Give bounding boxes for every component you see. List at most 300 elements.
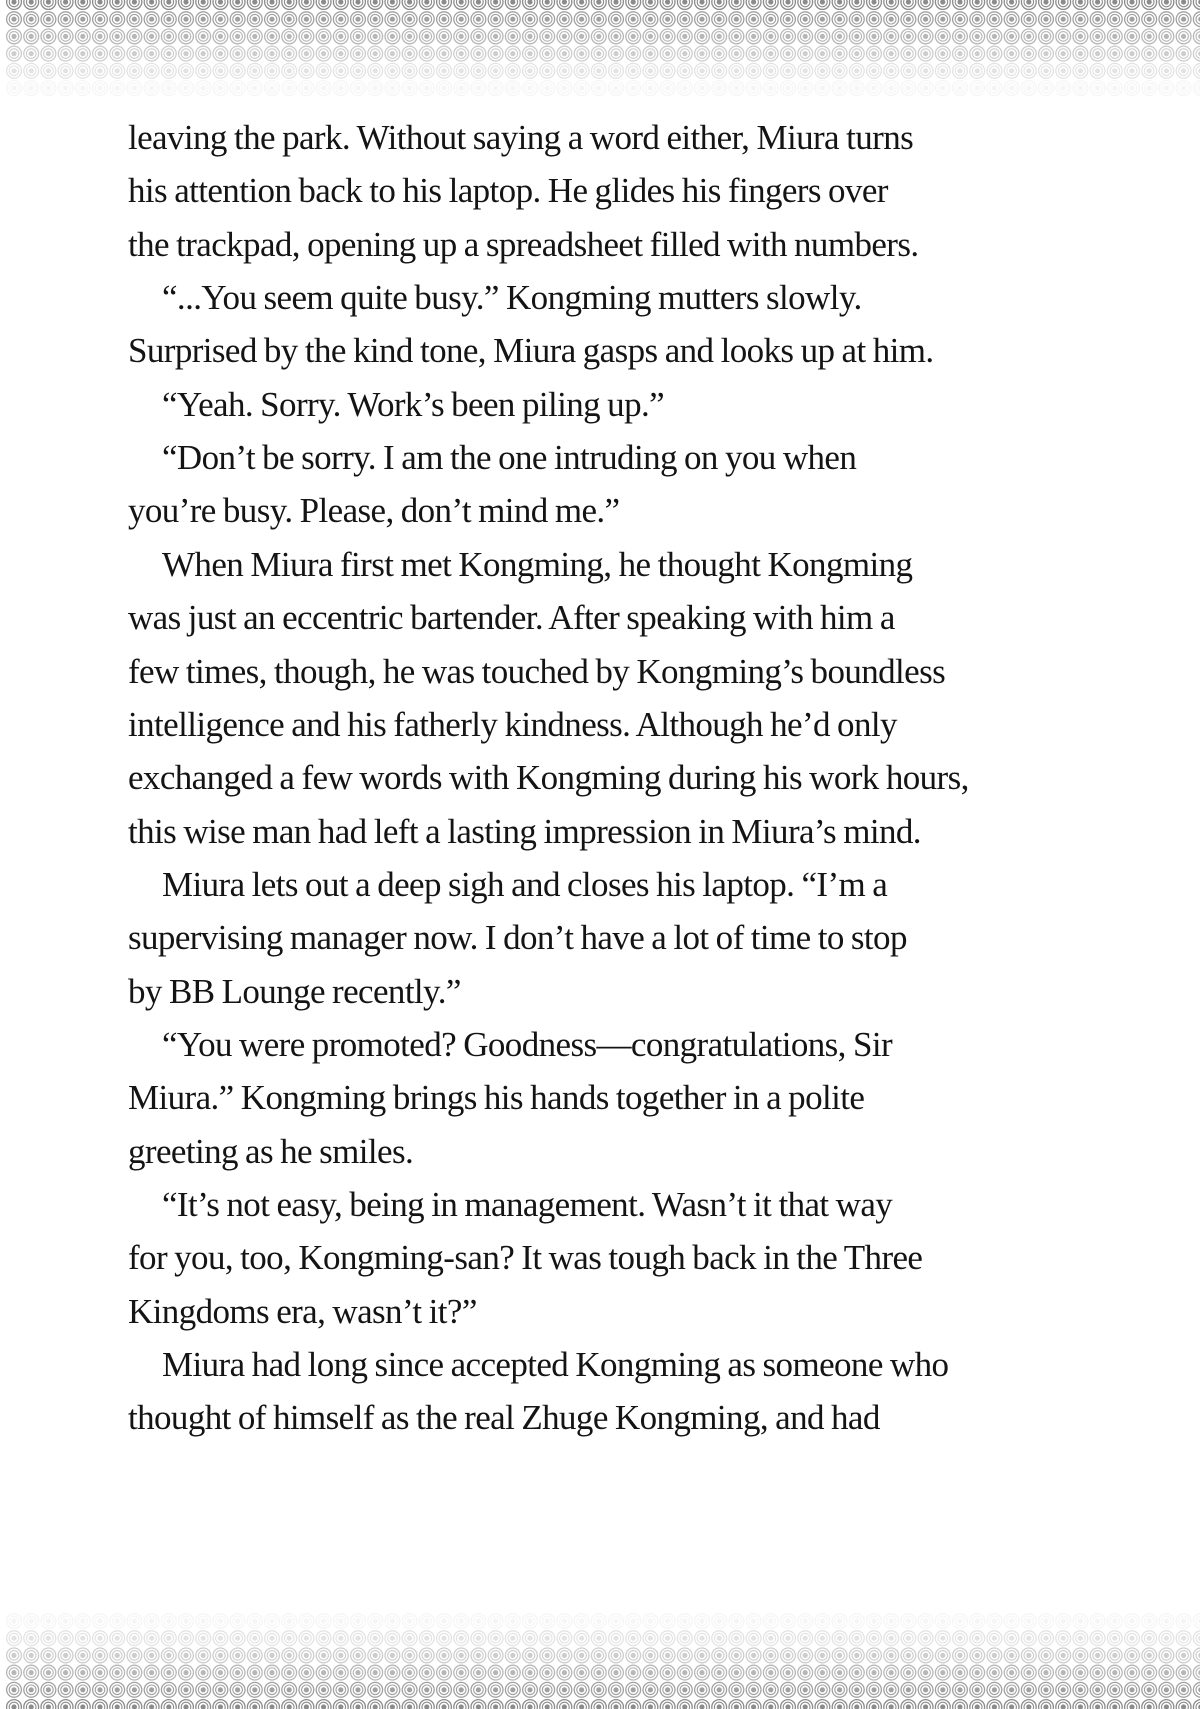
circle-motif bbox=[763, 12, 778, 27]
circle-motif bbox=[196, 1648, 211, 1663]
circle-motif bbox=[712, 1614, 727, 1629]
circle-motif bbox=[746, 63, 761, 78]
circle-motif bbox=[712, 1631, 727, 1646]
circle-motif bbox=[1056, 29, 1071, 44]
circle-motif bbox=[712, 1648, 727, 1663]
circle-motif bbox=[781, 63, 796, 78]
circle-motif bbox=[1193, 63, 1200, 78]
circle-motif bbox=[144, 1700, 159, 1709]
text-line: thought of himself as the real Zhuge Kongming, and had bbox=[128, 1398, 880, 1438]
circle-motif bbox=[161, 29, 176, 44]
circle-motif bbox=[1021, 1700, 1036, 1709]
circle-motif bbox=[24, 1614, 39, 1629]
circle-motif bbox=[901, 81, 916, 96]
circle-motif bbox=[1125, 46, 1140, 61]
circle-motif bbox=[7, 1682, 22, 1697]
circle-motif bbox=[7, 1665, 22, 1680]
circle-motif bbox=[763, 1614, 778, 1629]
circle-motif bbox=[540, 1614, 555, 1629]
circle-motif bbox=[1159, 1631, 1174, 1646]
circle-motif bbox=[93, 12, 108, 27]
decorative-pattern-top bbox=[0, 0, 1200, 100]
text-line: his attention back to his laptop. He glides his fingers over bbox=[128, 171, 888, 211]
circle-motif bbox=[505, 1682, 520, 1697]
circle-motif bbox=[161, 1665, 176, 1680]
circle-motif bbox=[849, 1631, 864, 1646]
circle-motif bbox=[1193, 29, 1200, 44]
circle-motif bbox=[901, 63, 916, 78]
circle-motif bbox=[1073, 0, 1088, 9]
circle-motif bbox=[385, 1682, 400, 1697]
circle-motif bbox=[626, 1631, 641, 1646]
circle-motif bbox=[110, 1648, 125, 1663]
circle-motif bbox=[626, 46, 641, 61]
circle-motif bbox=[437, 1665, 452, 1680]
circle-motif bbox=[1193, 1648, 1200, 1663]
circle-motif bbox=[867, 29, 882, 44]
circle-motif bbox=[1142, 63, 1157, 78]
circle-motif bbox=[368, 1682, 383, 1697]
circle-motif bbox=[643, 1631, 658, 1646]
circle-motif bbox=[505, 1700, 520, 1709]
circle-motif bbox=[746, 81, 761, 96]
circle-motif bbox=[1021, 1648, 1036, 1663]
circle-motif bbox=[609, 1648, 624, 1663]
circle-motif bbox=[1193, 46, 1200, 61]
circle-motif bbox=[471, 0, 486, 9]
circle-motif bbox=[333, 1700, 348, 1709]
circle-motif bbox=[591, 1648, 606, 1663]
circle-motif bbox=[815, 29, 830, 44]
circle-motif bbox=[1142, 29, 1157, 44]
circle-motif bbox=[677, 29, 692, 44]
circle-motif bbox=[1107, 1700, 1122, 1709]
circle-motif bbox=[1073, 1614, 1088, 1629]
circle-motif bbox=[282, 46, 297, 61]
circle-motif bbox=[1056, 0, 1071, 9]
circle-motif bbox=[437, 1648, 452, 1663]
circle-motif bbox=[144, 46, 159, 61]
circle-motif bbox=[196, 12, 211, 27]
circle-motif bbox=[419, 1665, 434, 1680]
circle-motif bbox=[110, 0, 125, 9]
circle-motif bbox=[454, 1665, 469, 1680]
circle-motif bbox=[849, 46, 864, 61]
text-line: intelligence and his fatherly kindness. Although he’d only bbox=[128, 704, 897, 744]
text-line: you’re busy. Please, don’t mind me.” bbox=[128, 491, 620, 531]
circle-motif bbox=[523, 29, 538, 44]
circle-motif bbox=[953, 1682, 968, 1697]
circle-motif bbox=[591, 1665, 606, 1680]
circle-motif bbox=[626, 63, 641, 78]
circle-motif bbox=[815, 1614, 830, 1629]
circle-motif bbox=[144, 63, 159, 78]
circle-motif bbox=[316, 12, 331, 27]
circle-motif bbox=[419, 1648, 434, 1663]
circle-motif bbox=[746, 1631, 761, 1646]
circle-motif bbox=[402, 1631, 417, 1646]
circle-motif bbox=[1056, 1682, 1071, 1697]
circle-motif bbox=[867, 1614, 882, 1629]
circle-motif bbox=[918, 29, 933, 44]
circle-motif bbox=[402, 46, 417, 61]
circle-motif bbox=[93, 1682, 108, 1697]
circle-motif bbox=[574, 1631, 589, 1646]
circle-motif bbox=[437, 12, 452, 27]
circle-motif bbox=[591, 63, 606, 78]
circle-motif bbox=[58, 1682, 73, 1697]
circle-motif bbox=[265, 1614, 280, 1629]
circle-motif bbox=[230, 1682, 245, 1697]
circle-motif bbox=[1090, 81, 1105, 96]
circle-motif bbox=[179, 1614, 194, 1629]
circle-motif bbox=[832, 1665, 847, 1680]
circle-motif bbox=[299, 46, 314, 61]
circle-motif bbox=[1142, 46, 1157, 61]
circle-motif bbox=[729, 46, 744, 61]
text-line: Surprised by the kind tone, Miura gasps and looks up at him. bbox=[128, 331, 934, 371]
circle-motif bbox=[110, 63, 125, 78]
circle-motif bbox=[746, 12, 761, 27]
circle-motif bbox=[1090, 1700, 1105, 1709]
circle-motif bbox=[1039, 12, 1054, 27]
text-line: “Don’t be sorry. I am the one intruding on you when bbox=[162, 438, 857, 478]
circle-motif bbox=[351, 63, 366, 78]
circle-motif bbox=[987, 46, 1002, 61]
circle-motif bbox=[1107, 29, 1122, 44]
circle-motif bbox=[1039, 29, 1054, 44]
circle-motif bbox=[1039, 1648, 1054, 1663]
circle-motif bbox=[282, 29, 297, 44]
circle-motif bbox=[815, 63, 830, 78]
circle-motif bbox=[41, 63, 56, 78]
circle-motif bbox=[677, 0, 692, 9]
circle-motif bbox=[368, 46, 383, 61]
circle-motif bbox=[970, 1631, 985, 1646]
circle-motif bbox=[75, 63, 90, 78]
circle-motif bbox=[1056, 46, 1071, 61]
circle-motif bbox=[247, 29, 262, 44]
circle-motif bbox=[110, 46, 125, 61]
circle-motif bbox=[1125, 63, 1140, 78]
circle-motif bbox=[987, 12, 1002, 27]
circle-motif bbox=[591, 0, 606, 9]
circle-motif bbox=[402, 1665, 417, 1680]
circle-motif bbox=[7, 1614, 22, 1629]
circle-motif bbox=[935, 63, 950, 78]
circle-motif bbox=[505, 1614, 520, 1629]
circle-motif bbox=[746, 1614, 761, 1629]
circle-motif bbox=[265, 63, 280, 78]
circle-motif bbox=[763, 29, 778, 44]
circle-motif bbox=[970, 1700, 985, 1709]
circle-motif bbox=[884, 63, 899, 78]
circle-motif bbox=[351, 1700, 366, 1709]
circle-motif bbox=[763, 46, 778, 61]
circle-motif bbox=[230, 29, 245, 44]
circle-motif bbox=[643, 12, 658, 27]
text-line: supervising manager now. I don’t have a lot of time to stop bbox=[128, 918, 907, 958]
circle-motif bbox=[626, 81, 641, 96]
circle-motif bbox=[41, 1614, 56, 1629]
circle-motif bbox=[1142, 1700, 1157, 1709]
circle-motif bbox=[626, 1682, 641, 1697]
circle-motif bbox=[540, 12, 555, 27]
circle-motif bbox=[609, 1700, 624, 1709]
circle-motif bbox=[574, 0, 589, 9]
circle-motif bbox=[867, 63, 882, 78]
circle-motif bbox=[488, 12, 503, 27]
circle-motif bbox=[110, 1682, 125, 1697]
circle-motif bbox=[213, 1682, 228, 1697]
circle-motif bbox=[196, 46, 211, 61]
circle-motif bbox=[557, 1700, 572, 1709]
circle-motif bbox=[867, 46, 882, 61]
circle-motif bbox=[660, 12, 675, 27]
circle-motif bbox=[41, 1631, 56, 1646]
circle-motif bbox=[7, 29, 22, 44]
circle-motif bbox=[247, 63, 262, 78]
circle-motif bbox=[265, 81, 280, 96]
circle-motif bbox=[1039, 0, 1054, 9]
circle-motif bbox=[660, 1682, 675, 1697]
circle-motif bbox=[454, 1682, 469, 1697]
circle-motif bbox=[247, 1614, 262, 1629]
circle-motif bbox=[867, 1631, 882, 1646]
circle-motif bbox=[746, 0, 761, 9]
circle-motif bbox=[953, 63, 968, 78]
circle-motif bbox=[316, 1682, 331, 1697]
text-line: exchanged a few words with Kongming during his work hours, bbox=[128, 758, 969, 798]
circle-motif bbox=[213, 12, 228, 27]
circle-motif bbox=[901, 29, 916, 44]
circle-motif bbox=[437, 1614, 452, 1629]
circle-motif bbox=[1159, 29, 1174, 44]
circle-motif bbox=[574, 1665, 589, 1680]
circle-motif bbox=[437, 81, 452, 96]
circle-motif bbox=[1004, 1631, 1019, 1646]
circle-motif bbox=[970, 1648, 985, 1663]
circle-motif bbox=[41, 12, 56, 27]
circle-motif bbox=[7, 81, 22, 96]
circle-motif bbox=[1193, 1631, 1200, 1646]
circle-motif bbox=[161, 1700, 176, 1709]
circle-motif bbox=[1073, 1648, 1088, 1663]
circle-motif bbox=[729, 1648, 744, 1663]
circle-motif bbox=[1004, 1648, 1019, 1663]
circle-motif bbox=[1021, 29, 1036, 44]
circle-motif bbox=[179, 81, 194, 96]
circle-motif bbox=[161, 1631, 176, 1646]
circle-motif bbox=[1039, 1665, 1054, 1680]
circle-motif bbox=[58, 1648, 73, 1663]
circle-motif bbox=[58, 63, 73, 78]
circle-motif bbox=[1107, 1665, 1122, 1680]
circle-motif bbox=[849, 1682, 864, 1697]
circle-motif bbox=[41, 1682, 56, 1697]
circle-motif bbox=[1107, 1614, 1122, 1629]
circle-motif bbox=[540, 46, 555, 61]
circle-motif bbox=[918, 0, 933, 9]
circle-motif bbox=[557, 1682, 572, 1697]
circle-motif bbox=[918, 81, 933, 96]
circle-motif bbox=[884, 1665, 899, 1680]
circle-motif bbox=[24, 1700, 39, 1709]
circle-motif bbox=[24, 29, 39, 44]
circle-motif bbox=[454, 1648, 469, 1663]
circle-motif bbox=[643, 1700, 658, 1709]
circle-motif bbox=[213, 81, 228, 96]
circle-motif bbox=[488, 1631, 503, 1646]
circle-motif bbox=[523, 1614, 538, 1629]
circle-motif bbox=[230, 63, 245, 78]
circle-motif bbox=[901, 12, 916, 27]
circle-motif bbox=[161, 1648, 176, 1663]
circle-motif bbox=[454, 0, 469, 9]
circle-motif bbox=[884, 81, 899, 96]
circle-motif bbox=[454, 81, 469, 96]
circle-motif bbox=[884, 1682, 899, 1697]
circle-motif bbox=[368, 1700, 383, 1709]
circle-motif bbox=[144, 81, 159, 96]
circle-motif bbox=[798, 0, 813, 9]
circle-motif bbox=[1176, 29, 1191, 44]
circle-motif bbox=[230, 81, 245, 96]
circle-motif bbox=[213, 29, 228, 44]
circle-motif bbox=[1021, 1631, 1036, 1646]
circle-motif bbox=[643, 1665, 658, 1680]
circle-motif bbox=[677, 1631, 692, 1646]
circle-motif bbox=[849, 1614, 864, 1629]
circle-motif bbox=[488, 81, 503, 96]
circle-motif bbox=[591, 46, 606, 61]
circle-motif bbox=[970, 81, 985, 96]
circle-motif bbox=[127, 1682, 142, 1697]
circle-motif bbox=[1176, 1700, 1191, 1709]
circle-motif bbox=[557, 12, 572, 27]
circle-motif bbox=[901, 1665, 916, 1680]
circle-motif bbox=[488, 46, 503, 61]
circle-motif bbox=[987, 81, 1002, 96]
circle-motif bbox=[247, 1665, 262, 1680]
circle-motif bbox=[643, 1648, 658, 1663]
circle-motif bbox=[1107, 0, 1122, 9]
circle-motif bbox=[1142, 1682, 1157, 1697]
circle-motif bbox=[368, 29, 383, 44]
circle-motif bbox=[1090, 0, 1105, 9]
circle-motif bbox=[798, 46, 813, 61]
circle-motif bbox=[781, 1665, 796, 1680]
circle-motif bbox=[161, 63, 176, 78]
circle-motif bbox=[815, 1665, 830, 1680]
circle-motif bbox=[41, 46, 56, 61]
circle-motif bbox=[454, 1700, 469, 1709]
circle-motif bbox=[282, 81, 297, 96]
circle-motif bbox=[695, 1700, 710, 1709]
circle-motif bbox=[1159, 81, 1174, 96]
circle-motif bbox=[660, 1648, 675, 1663]
circle-motif bbox=[1090, 1665, 1105, 1680]
circle-motif bbox=[58, 1700, 73, 1709]
circle-motif bbox=[660, 1631, 675, 1646]
circle-motif bbox=[660, 81, 675, 96]
circle-motif bbox=[196, 1700, 211, 1709]
circle-motif bbox=[282, 1682, 297, 1697]
circle-motif bbox=[402, 81, 417, 96]
circle-motif bbox=[953, 81, 968, 96]
circle-motif bbox=[884, 12, 899, 27]
circle-motif bbox=[849, 29, 864, 44]
circle-motif bbox=[316, 63, 331, 78]
circle-motif bbox=[695, 0, 710, 9]
circle-motif bbox=[1125, 1700, 1140, 1709]
text-line: this wise man had left a lasting impression in Miura’s mind. bbox=[128, 811, 921, 851]
circle-motif bbox=[1142, 1614, 1157, 1629]
circle-motif bbox=[832, 29, 847, 44]
text-line: Miura lets out a deep sigh and closes his laptop. “I’m a bbox=[162, 864, 888, 904]
circle-motif bbox=[609, 12, 624, 27]
circle-motif bbox=[196, 81, 211, 96]
circle-motif bbox=[93, 1631, 108, 1646]
circle-motif bbox=[970, 12, 985, 27]
circle-motif bbox=[901, 0, 916, 9]
circle-motif bbox=[574, 1682, 589, 1697]
circle-motif bbox=[695, 1682, 710, 1697]
circle-motif bbox=[247, 1631, 262, 1646]
circle-motif bbox=[591, 12, 606, 27]
circle-motif bbox=[832, 1631, 847, 1646]
circle-motif bbox=[712, 63, 727, 78]
circle-motif bbox=[729, 63, 744, 78]
circle-motif bbox=[24, 0, 39, 9]
circle-motif bbox=[385, 12, 400, 27]
circle-motif bbox=[1073, 63, 1088, 78]
text-line: leaving the park. Without saying a word either, Miura turns bbox=[128, 118, 914, 157]
circle-motif bbox=[471, 63, 486, 78]
circle-motif bbox=[1090, 1614, 1105, 1629]
circle-motif bbox=[763, 1682, 778, 1697]
circle-motif bbox=[591, 1682, 606, 1697]
circle-motif bbox=[282, 1665, 297, 1680]
circle-motif bbox=[179, 63, 194, 78]
circle-motif bbox=[385, 1665, 400, 1680]
circle-motif bbox=[24, 46, 39, 61]
circle-motif bbox=[385, 1648, 400, 1663]
circle-motif bbox=[1142, 0, 1157, 9]
circle-motif bbox=[1176, 12, 1191, 27]
circle-motif bbox=[1004, 0, 1019, 9]
circle-motif bbox=[230, 1648, 245, 1663]
circle-motif bbox=[1159, 1665, 1174, 1680]
circle-motif bbox=[557, 63, 572, 78]
circle-motif bbox=[127, 1700, 142, 1709]
circle-motif bbox=[1004, 63, 1019, 78]
circle-motif bbox=[832, 1614, 847, 1629]
circle-motif bbox=[144, 29, 159, 44]
circle-motif bbox=[1159, 0, 1174, 9]
circle-motif bbox=[987, 1682, 1002, 1697]
circle-motif bbox=[144, 0, 159, 9]
circle-motif bbox=[505, 0, 520, 9]
circle-motif bbox=[1004, 29, 1019, 44]
circle-motif bbox=[333, 1682, 348, 1697]
circle-motif bbox=[729, 1682, 744, 1697]
circle-motif bbox=[75, 0, 90, 9]
circle-motif bbox=[75, 29, 90, 44]
circle-motif bbox=[110, 1631, 125, 1646]
circle-motif bbox=[127, 29, 142, 44]
circle-motif bbox=[385, 1631, 400, 1646]
